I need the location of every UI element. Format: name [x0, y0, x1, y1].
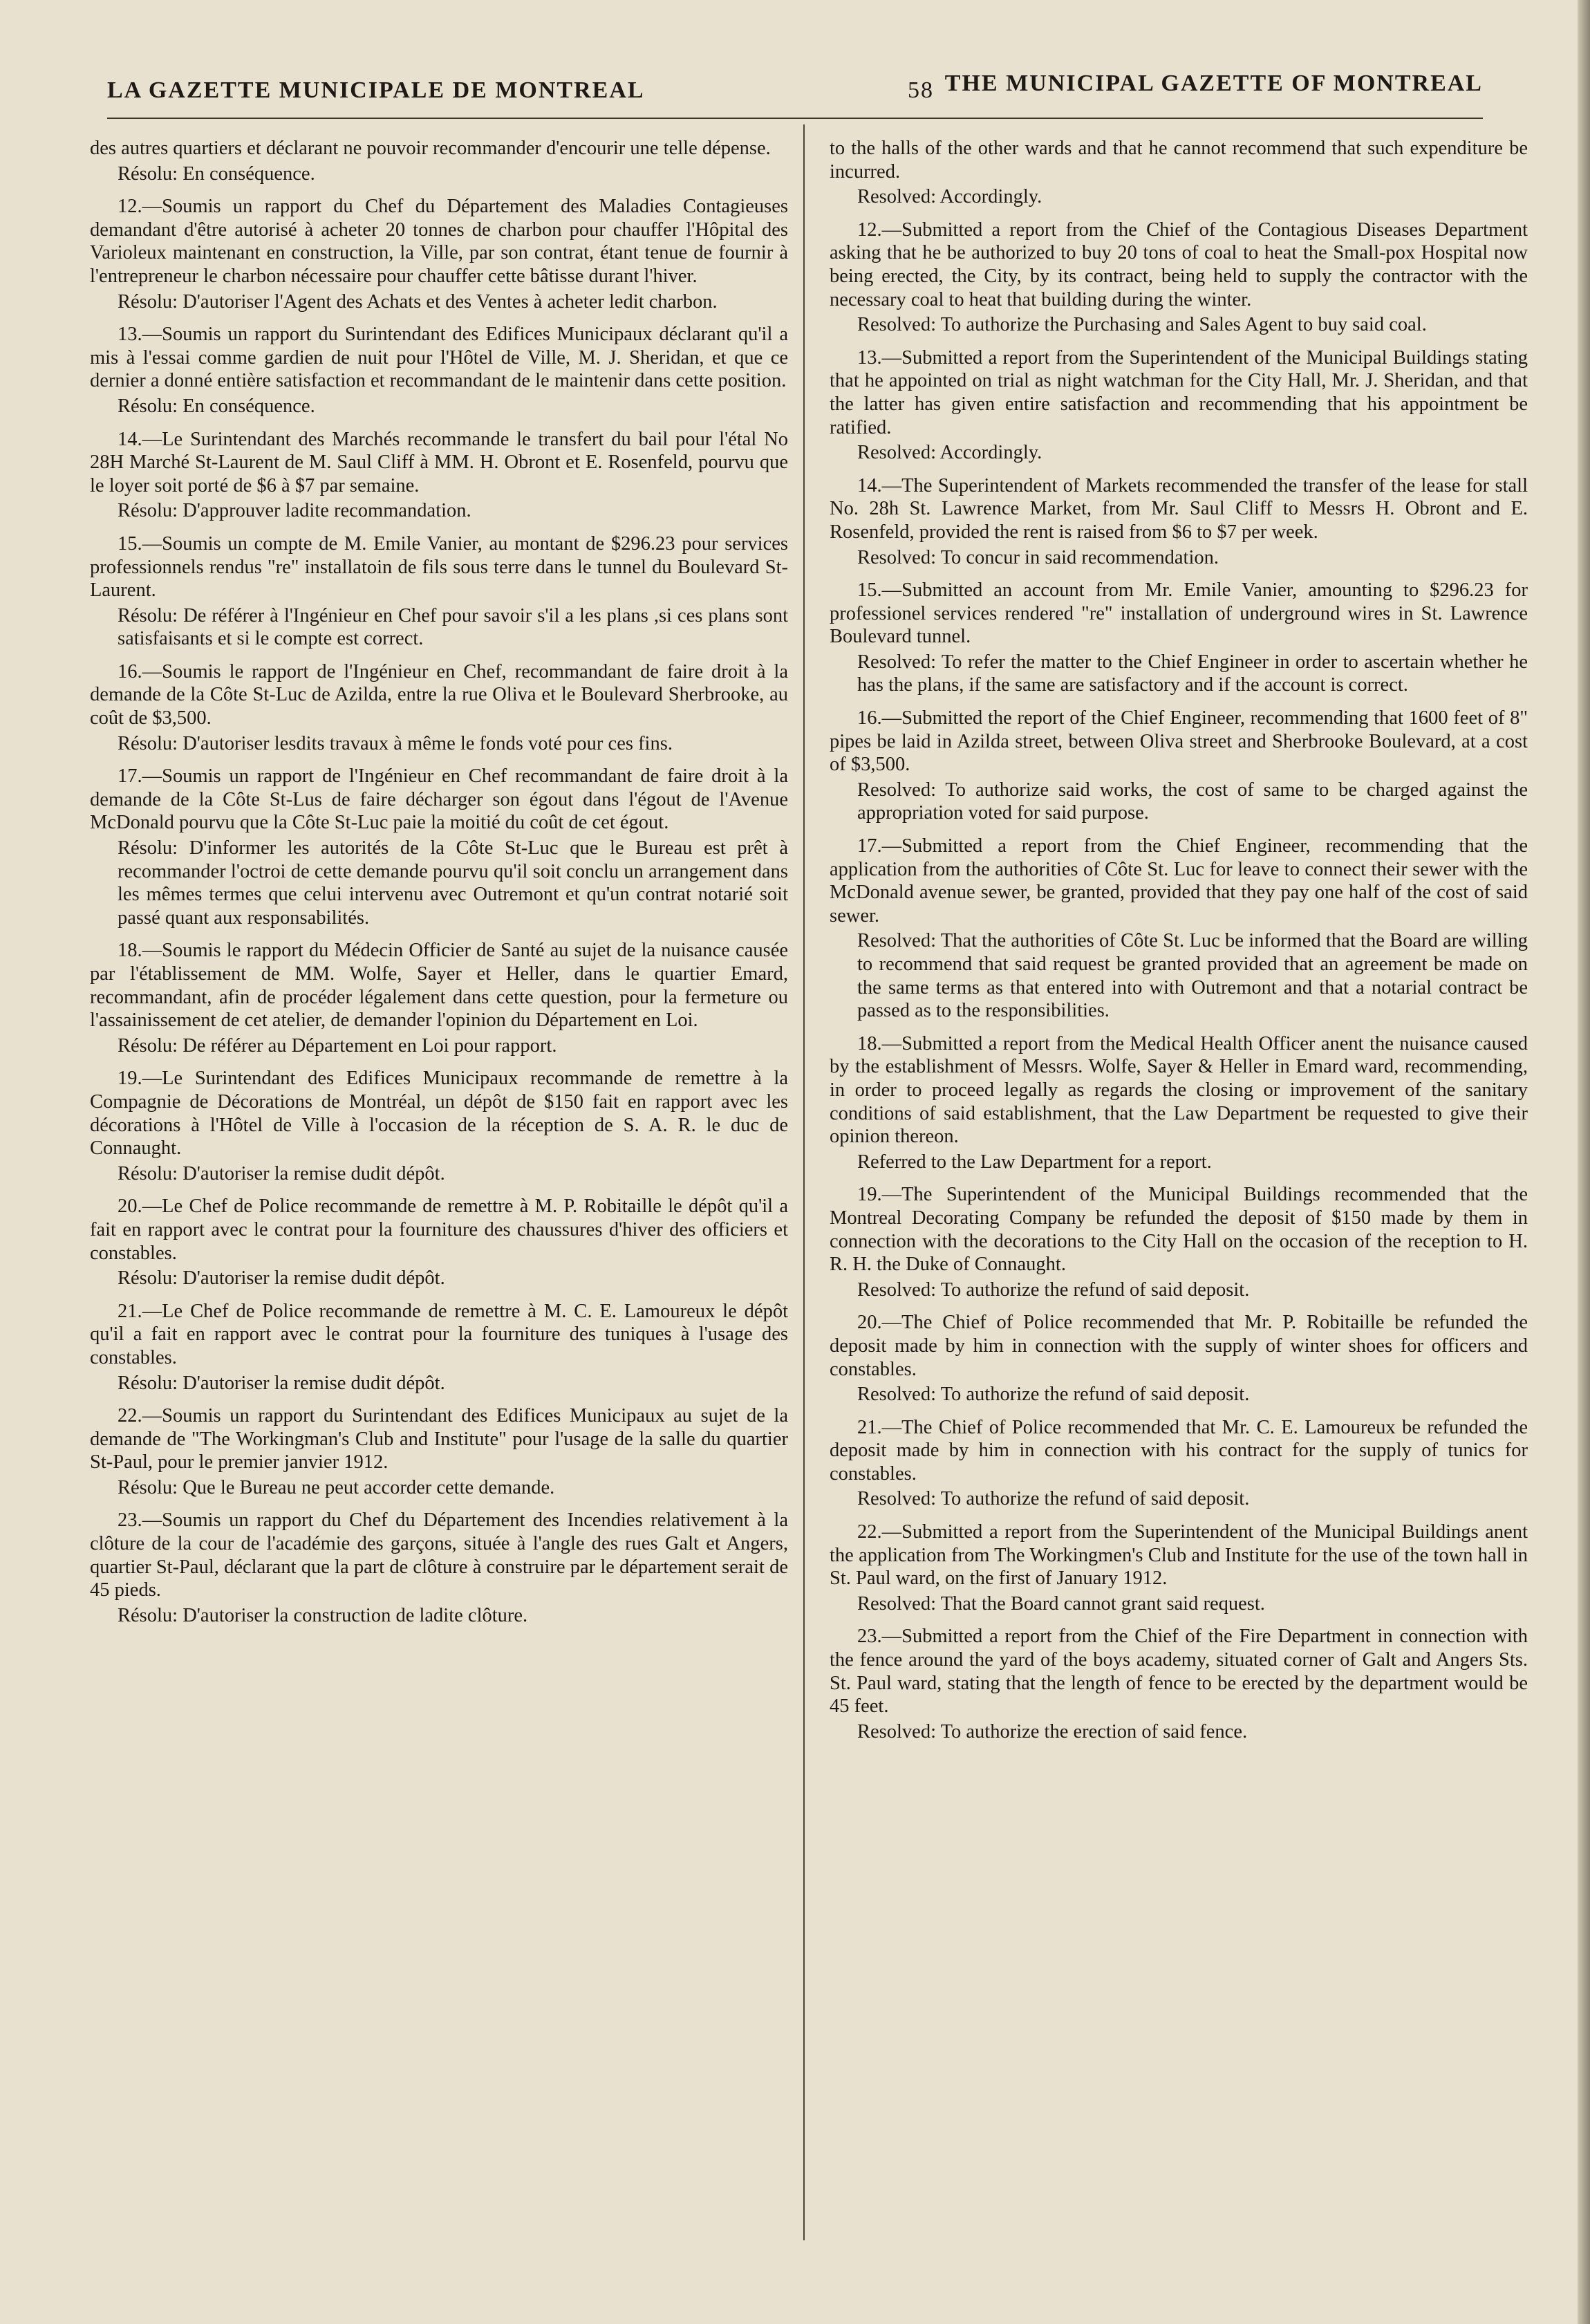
english-resolution: Referred to the Law Department for a report.: [857, 1151, 1212, 1173]
english-resolution: Resolved: To authorize the refund of said deposit.: [857, 1384, 1250, 1406]
french-item-paragraph: 12.—Soumis un rapport du Chef du Département des Maladies Contagieuses demandant d'être autorisé à acheter 20 tonnes de charbon pour chauffer l'Hôpital des Varioleux maintenant en construction, la Ville, par son contrat, étant tenue de fournir à l'entrepreneur le charbon nécessaire pour chauffer cette bâtisse durant l'hiver.: [90, 196, 788, 287]
english-continued-text: to the halls of the other wards and that he cannot recommend that such expenditure be incurred.: [830, 138, 1528, 183]
header-french-title: LA GAZETTE MUNICIPALE DE MONTREAL: [107, 77, 645, 103]
french-resolution: Résolu: D'autoriser la remise dudit dépôt.: [118, 1372, 445, 1394]
french-column: [90, 137, 788, 1629]
english-resolution: Resolved: To authorize the erection of said fence.: [857, 1720, 1248, 1742]
english-resolution: Resolved: That the authorities of Côte St. Luc be informed that the Board are willing to recommend that said request be granted provided that an agreement be made on the same terms as that entered into with Outremont and that a notarial contract be passed as to the responsibilities.: [857, 930, 1528, 1022]
english-item-paragraph: 13.—Submitted a report from the Superintendent of the Municipal Buildings stating that he appointed on trial as night watchman for the City Hall, Mr. J. Sheridan, and that the latter has given entire satisfaction and recommending that his appointment be ratified.: [830, 346, 1528, 438]
french-continued-text: des autres quartiers et déclarant ne pouvoir recommander d'encourir une telle dépense.: [90, 138, 771, 159]
english-item-paragraph: 23.—Submitted a report from the Chief of the Fire Department in connection with the fence around the yard of the boys academy, situated corner of Galt and Angers Sts. St. Paul ward, stating that the length of fence to be erected by the department would be 45 feet.: [830, 1626, 1528, 1718]
column-divider: [803, 124, 805, 2240]
header-rule: [107, 118, 1483, 119]
french-item-paragraph: 15.—Soumis un compte de M. Emile Vanier, au montant de $296.23 pour services professionnels rendus "re" installatoin de fils sous terre dans le tunnel du Boulevard St-Laurent.: [90, 532, 788, 602]
english-item-paragraph: 21.—The Chief of Police recommended that Mr. C. E. Lamoureux be refunded the deposit made by him in connection with his contract for the supply of tunics for constables.: [830, 1416, 1528, 1485]
english-item-paragraph: 17.—Submitted a report from the Chief Engineer, recommending that the application from the authorities of Côte St. Luc for leave to connect their sewer with the McDonald avenue sewer, be granted, provided that they pay one half of the cost of said sewer.: [830, 835, 1528, 927]
header-english-title: THE MUNICIPAL GAZETTE OF MONTREAL: [944, 71, 1483, 96]
english-item-paragraph: 20.—The Chief of Police recommended that Mr. P. Robitaille be refunded the deposit made by him in connection with the supply of winter shoes for officers and constables.: [830, 1312, 1528, 1380]
french-item-paragraph: 19.—Le Surintendant des Edifices Municipaux recommande de remettre à la Compagnie de Décorations de Montréal, un dépôt de $150 fait en rapport avec les décorations à l'Hôtel de Ville à l'occasion de la réception de S. A. R. le duc de Connaught.: [90, 1068, 788, 1160]
english-item-paragraph: 19.—The Superintendent of the Municipal Buildings recommended that the Montreal Decorating Company be refunded the deposit of $150 made by them in connection with the decorations to the City Hall on the occasion of the reception to H. R. H. the Duke of Connaught.: [830, 1184, 1528, 1276]
french-item-paragraph: 16.—Soumis le rapport de l'Ingénieur en Chef, recommandant de faire droit à la demande de la Côte St-Luc de Azilda, entre la rue Oliva et le Boulevard Sherbrooke, au coût de $3,500.: [90, 660, 788, 729]
page-edge-shadow: [1578, 0, 1590, 2324]
french-item-paragraph: 13.—Soumis un rapport du Surintendant des Edifices Municipaux déclarant qu'il a mis à l'essai comme gardien de nuit pour l'Hôtel de Ville, M. J. Sheridan, et que ce dernier a donné entière satisfaction et recommandant de le maintenir dans cette position.: [90, 324, 788, 392]
french-resolution: Résolu: D'autoriser la remise dudit dépôt.: [118, 1162, 445, 1184]
french-resolution: Résolu: De référer au Département en Loi pour rapport.: [118, 1034, 557, 1057]
english-resolution: Resolved: Accordingly.: [857, 186, 1042, 208]
french-item-paragraph: 22.—Soumis un rapport du Surintendant des Edifices Municipaux au sujet de la demande de "The Workingman's Club and Institute" pour l'usage de la salle du quartier St-Paul, pour le premier janvier 1912.: [90, 1405, 788, 1474]
french-resolution: Résolu: D'autoriser la remise dudit dépôt.: [118, 1267, 445, 1290]
english-resolution: Resolved: To concur in said recommendation.: [857, 546, 1219, 568]
english-item-paragraph: 15.—Submitted an account from Mr. Emile Vanier, amounting to $296.23 for professionel services rendered "re" installation of underground wires in St. Lawrence Boulevard tunnel.: [830, 579, 1528, 648]
french-item-paragraph: 21.—Le Chef de Police recommande de remettre à M. C. E. Lamoureux le dépôt qu'il a fait en rapport avec le contrat pour la fourniture des tuniques à l'usage des constables.: [90, 1300, 788, 1368]
english-resolution: Resolved: To authorize said works, the cost of same to be charged against the appropriation voted for said purpose.: [857, 779, 1528, 824]
english-resolution: Resolved: Accordingly.: [857, 442, 1042, 464]
english-resolution: Resolved: To refer the matter to the Chief Engineer in order to ascertain whether he has the plans, if the same are satisfactory and if the account is correct.: [857, 651, 1528, 696]
french-resolution: Résolu: En conséquence.: [118, 395, 315, 417]
english-item-paragraph: 16.—Submitted the report of the Chief Engineer, recommending that 1600 feet of 8" pipes be laid in Azilda street, between Oliva street and Sherbrooke Boulevard, at a cost of $3,500.: [830, 707, 1528, 776]
french-resolution: Résolu: D'informer les autorités de la Côte St-Luc que le Bureau est prêt à recommander l'octroi de cette demande pourvu qu'il soit conclu un arrangement dans les mêmes termes que celui intervenu avec Outremont et qu'un contrat notarié soit passé quant aux responsabilités.: [118, 837, 788, 929]
english-resolution: Resolved: To authorize the Purchasing and Sales Agent to buy said coal.: [857, 314, 1427, 336]
french-item-paragraph: 20.—Le Chef de Police recommande de remettre à M. P. Robitaille le dépôt qu'il a fait en rapport avec le contrat pour la fourniture des chaussures d'hiver des officiers et constables.: [90, 1196, 788, 1264]
english-item-paragraph: 18.—Submitted a report from the Medical Health Officer anent the nuisance caused by the establishment of Messrs. Wolfe, Sayer & Heller in Emard ward, recommending, in order to proceed legally as regards the closing or improvement of the sanitary conditions of said establishment, that the Law Department be requested to give their opinion thereon.: [830, 1032, 1528, 1148]
french-resolution: Résolu: De référer à l'Ingénieur en Chef pour savoir s'il a les plans ,si ces plans sont satisfaisants et si le compte est correct.: [118, 604, 788, 650]
french-item-paragraph: 14.—Le Surintendant des Marchés recommande le transfert du bail pour l'étal No 28H Marché St-Laurent de M. Saul Cliff à MM. H. Obront et E. Rosenfeld, pourvu que le loyer soit porté de $6 à $7 par semaine.: [90, 428, 788, 496]
french-resolution: Résolu: D'autoriser la construction de ladite clôture.: [118, 1604, 528, 1626]
english-resolution: Resolved: To authorize the refund of said deposit.: [857, 1488, 1250, 1510]
english-column: [830, 137, 1528, 1745]
french-item-paragraph: 23.—Soumis un rapport du Chef du Département des Incendies relativement à la clôture de la cour de l'académie des garçons, située à l'angle des rues Galt et Angers, quartier St-Paul, déclarant que la part de clôture à construire par le département serait de 45 pieds.: [90, 1509, 788, 1601]
french-resolution: Résolu: Que le Bureau ne peut accorder cette demande.: [118, 1476, 555, 1498]
english-item-paragraph: 12.—Submitted a report from the Chief of the Contagious Diseases Department asking that he be authorized to buy 20 tons of coal to heat the Small-pox Hospital now being erected, the City, by its contract, being held to supply the contractor with the necessary coal to heat that building during the winter.: [830, 219, 1528, 310]
english-resolution: Resolved: That the Board cannot grant said request.: [857, 1592, 1265, 1615]
french-resolution: Résolu: D'autoriser l'Agent des Achats et des Ventes à acheter ledit charbon.: [118, 290, 718, 313]
english-item-paragraph: 22.—Submitted a report from the Superintendent of the Municipal Buildings anent the application from The Workingmen's Club and Institute for the use of the town hall in St. Paul ward, on the first of January 1912.: [830, 1521, 1528, 1590]
french-resolution: Résolu: D'approuver ladite recommandation.: [118, 500, 471, 522]
french-item-paragraph: 18.—Soumis le rapport du Médecin Officier de Santé au sujet de la nuisance causée par l'établissement de MM. Wolfe, Sayer et Heller, dans le quartier Emard, recommandant, afin de procéder légalement dans cette question, pour la fermeture ou l'assainissement de cet atelier, de demander l'opinion du Département en Loi.: [90, 940, 788, 1032]
english-item-paragraph: 14.—The Superintendent of Markets recommended the transfer of the lease for stall No. 28h St. Lawrence Market, from Mr. Saul Cliff to Messrs H. Obront and E. Rosenfeld, provided the rent is raised from $6 to $7 per week.: [830, 474, 1528, 543]
english-resolution: Resolved: To authorize the refund of said deposit.: [857, 1279, 1250, 1301]
french-resolution: Résolu: En conséquence.: [118, 162, 315, 185]
french-item-paragraph: 17.—Soumis un rapport de l'Ingénieur en Chef recommandant de faire droit à la demande de la Côte St-Lus de faire décharger son égout dans l'égout de l'Avenue McDonald pourvu que la Côte St-Luc paie la moitié du coût de cet égout.: [90, 765, 788, 834]
french-resolution: Résolu: D'autoriser lesdits travaux à même le fonds voté pour ces fins.: [118, 732, 673, 754]
page-number: 58: [908, 77, 934, 103]
page-header: [107, 69, 1483, 111]
